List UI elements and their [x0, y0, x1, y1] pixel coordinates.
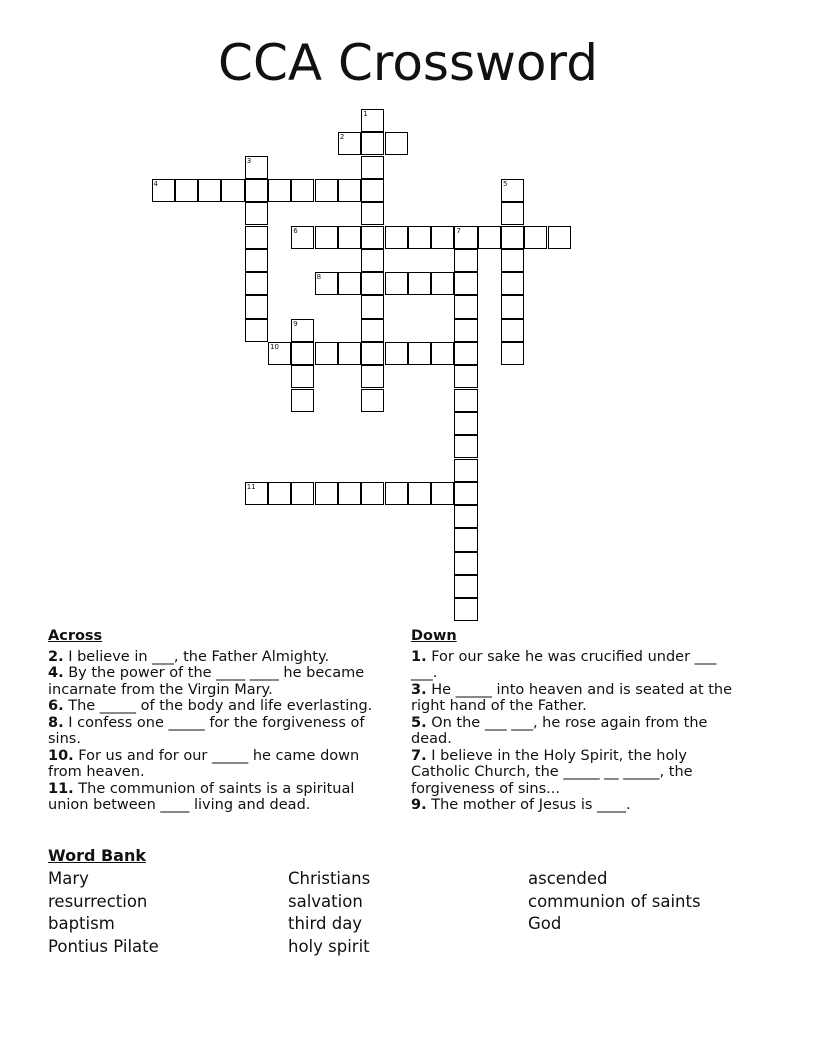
- crossword-cell[interactable]: [338, 342, 361, 365]
- crossword-cell[interactable]: [454, 528, 477, 551]
- crossword-cell[interactable]: [245, 156, 268, 179]
- crossword-cell[interactable]: [315, 272, 338, 295]
- crossword-cell[interactable]: [408, 272, 431, 295]
- crossword-cell[interactable]: [501, 202, 524, 225]
- crossword-cell[interactable]: [361, 109, 384, 132]
- clue-number: 11: [246, 482, 256, 491]
- clue-number: 8: [316, 273, 322, 282]
- crossword-cell[interactable]: [245, 179, 268, 202]
- clue-number: 1: [363, 110, 368, 118]
- crossword-cell[interactable]: [501, 226, 524, 249]
- clue-number-label: 4.: [48, 665, 64, 681]
- down-clue: [411, 682, 746, 715]
- clue-text: The mother of Jesus is ____.: [426, 797, 631, 813]
- crossword-cell[interactable]: [268, 342, 291, 365]
- crossword-cell[interactable]: [315, 342, 338, 365]
- across-heading: Across: [48, 628, 103, 644]
- crossword-cell[interactable]: [361, 389, 384, 412]
- word-bank-column-1: [48, 868, 159, 958]
- word-bank-item: Pontius Pilate: [48, 936, 159, 956]
- clue-number-label: 10.: [48, 747, 74, 764]
- clue-number-label: 5.: [411, 714, 427, 731]
- crossword-cell[interactable]: [361, 482, 384, 505]
- crossword-cell[interactable]: [245, 482, 268, 505]
- word-bank-item: resurrection: [48, 891, 148, 911]
- clue-text: The communion of saints is a spiritual union between ____ living and dead.: [48, 780, 355, 813]
- crossword-cell[interactable]: [408, 482, 431, 505]
- crossword-cell[interactable]: [361, 226, 384, 249]
- down-clue: [411, 797, 746, 814]
- crossword-cell[interactable]: [361, 272, 384, 295]
- crossword-cell[interactable]: [454, 272, 477, 295]
- clue-text: He _____ into heaven and is seated at the right hand of the Father.: [411, 681, 733, 714]
- page-title: CCA Crossword: [218, 34, 598, 92]
- crossword-cell[interactable]: [408, 226, 431, 249]
- crossword-cell[interactable]: [548, 226, 571, 249]
- crossword-cell[interactable]: [361, 132, 384, 155]
- clue-number-label: 8.: [48, 714, 64, 731]
- crossword-cell[interactable]: [501, 295, 524, 318]
- crossword-cell[interactable]: [385, 272, 408, 295]
- crossword-cell[interactable]: [454, 598, 477, 621]
- crossword-cell[interactable]: [245, 249, 268, 272]
- crossword-cell[interactable]: [338, 132, 361, 155]
- clue-number: 4: [153, 179, 158, 188]
- clue-text: For us and for our _____ he came down from heaven.: [48, 747, 360, 780]
- across-clue: [48, 715, 388, 748]
- crossword-cell[interactable]: [454, 295, 477, 318]
- crossword-cell[interactable]: [175, 179, 198, 202]
- down-clue-list: [411, 649, 746, 814]
- across-clue: [48, 781, 388, 814]
- word-bank-item: holy spirit: [288, 936, 370, 956]
- across-clue: [48, 748, 388, 781]
- crossword-cell[interactable]: [524, 226, 547, 249]
- crossword-cell[interactable]: [454, 435, 477, 458]
- clue-number: 10: [270, 343, 279, 351]
- crossword-cell[interactable]: [338, 179, 361, 202]
- crossword-cell[interactable]: [431, 272, 454, 295]
- crossword-cell[interactable]: [454, 342, 477, 365]
- crossword-cell[interactable]: [501, 179, 524, 202]
- crossword-cell[interactable]: [385, 226, 408, 249]
- clue-number: 5: [503, 179, 508, 188]
- clue-number: 9: [293, 319, 298, 328]
- clue-text: I confess one _____ for the forgiveness of sins.: [48, 714, 365, 747]
- crossword-cell[interactable]: [361, 295, 384, 318]
- crossword-cell[interactable]: [315, 179, 338, 202]
- word-bank-item: baptism: [48, 914, 115, 934]
- crossword-cell[interactable]: [501, 272, 524, 295]
- clue-number-label: 3.: [411, 681, 427, 698]
- crossword-cell[interactable]: [291, 319, 314, 342]
- crossword-cell[interactable]: [198, 179, 221, 202]
- crossword-cell[interactable]: [291, 226, 314, 249]
- clue-number: 2: [339, 133, 345, 142]
- crossword-cell[interactable]: [454, 575, 477, 598]
- down-clue: [411, 748, 746, 798]
- crossword-cell[interactable]: [385, 342, 408, 365]
- crossword-cell[interactable]: [268, 179, 291, 202]
- crossword-cell[interactable]: [454, 319, 477, 342]
- down-heading: Down: [411, 628, 457, 644]
- across-clue: [48, 698, 388, 715]
- clue-text: On the ___ ___, he rose again from the dead.: [411, 714, 708, 747]
- clue-number-label: 2.: [48, 648, 64, 665]
- crossword-cell[interactable]: [315, 482, 338, 505]
- clue-number-label: 7.: [411, 747, 427, 764]
- crossword-cell[interactable]: [361, 179, 384, 202]
- clue-text: The _____ of the body and life everlasting.: [63, 698, 373, 714]
- clue-text: By the power of the ____ ____ he became incarnate from the Virgin Mary.: [48, 665, 365, 698]
- clue-number-label: 9.: [411, 797, 427, 813]
- crossword-cell[interactable]: [454, 412, 477, 435]
- crossword-cell[interactable]: [361, 319, 384, 342]
- crossword-cell[interactable]: [361, 342, 384, 365]
- crossword-cell[interactable]: [385, 132, 408, 155]
- crossword-cell[interactable]: [361, 365, 384, 388]
- down-clue: [411, 649, 746, 682]
- word-bank-heading: Word Bank: [48, 846, 147, 865]
- crossword-cell[interactable]: [454, 226, 477, 249]
- clue-number-label: 6.: [48, 698, 64, 714]
- word-bank-item: third day: [288, 914, 363, 934]
- crossword-cell[interactable]: [291, 179, 314, 202]
- crossword-cell[interactable]: [454, 389, 477, 412]
- clue-number: 6: [293, 226, 298, 235]
- crossword-cell[interactable]: [431, 342, 454, 365]
- crossword-cell[interactable]: [454, 249, 477, 272]
- clue-text: I believe in ___, the Father Almighty.: [63, 648, 330, 665]
- clue-text: I believe in the Holy Spirit, the holy Catholic Church, the _____ __ _____, the forgiveness of sins...: [411, 747, 693, 797]
- word-bank-item: communion of saints: [528, 891, 701, 911]
- crossword-cell[interactable]: [291, 342, 314, 365]
- crossword-cell[interactable]: [361, 156, 384, 179]
- crossword-cell[interactable]: [245, 295, 268, 318]
- crossword-cell[interactable]: [454, 505, 477, 528]
- crossword-cell[interactable]: [478, 226, 501, 249]
- crossword-cell[interactable]: [245, 319, 268, 342]
- crossword-cell[interactable]: [385, 482, 408, 505]
- crossword-cell[interactable]: [245, 202, 268, 225]
- crossword-cell[interactable]: [454, 365, 477, 388]
- crossword-cell[interactable]: [338, 272, 361, 295]
- word-bank-item: Christians: [288, 869, 371, 888]
- word-bank-item: Mary: [48, 869, 89, 888]
- across-clues: [48, 628, 388, 814]
- clue-number-label: 1.: [411, 648, 427, 665]
- crossword-cell[interactable]: [245, 272, 268, 295]
- word-bank-item: salvation: [288, 891, 363, 911]
- crossword-cell[interactable]: [361, 202, 384, 225]
- crossword-cell[interactable]: [291, 389, 314, 412]
- crossword-cell[interactable]: [501, 319, 524, 342]
- clue-number: 7: [456, 226, 461, 235]
- down-clues: [411, 628, 746, 814]
- crossword-cell[interactable]: [431, 226, 454, 249]
- across-clue: [48, 649, 388, 666]
- word-bank-column-2: [288, 868, 370, 958]
- crossword-cell[interactable]: [268, 482, 291, 505]
- crossword-cell[interactable]: [245, 226, 268, 249]
- crossword-cell[interactable]: [454, 552, 477, 575]
- across-clue-list: [48, 649, 388, 814]
- crossword-cell[interactable]: [291, 482, 314, 505]
- crossword-cell[interactable]: [152, 179, 175, 202]
- crossword-cell[interactable]: [338, 482, 361, 505]
- crossword-cell[interactable]: [454, 482, 477, 505]
- crossword-cell[interactable]: [454, 459, 477, 482]
- down-clue: [411, 715, 746, 748]
- crossword-cell[interactable]: [291, 365, 314, 388]
- word-bank-item: God: [528, 914, 562, 934]
- crossword-cell[interactable]: [408, 342, 431, 365]
- clue-number-label: 11.: [48, 780, 74, 797]
- crossword-cell[interactable]: [315, 226, 338, 249]
- clue-text: For our sake he was crucified under ___ ___.: [411, 648, 717, 681]
- word-bank-item: ascended: [528, 869, 608, 888]
- crossword-cell[interactable]: [361, 249, 384, 272]
- clue-number: 3: [246, 156, 252, 165]
- across-clue: [48, 665, 388, 698]
- crossword-cell[interactable]: [431, 482, 454, 505]
- crossword-cell[interactable]: [501, 249, 524, 272]
- crossword-cell[interactable]: [501, 342, 524, 365]
- crossword-cell[interactable]: [338, 226, 361, 249]
- crossword-cell[interactable]: [221, 179, 244, 202]
- word-bank-column-3: [528, 868, 701, 936]
